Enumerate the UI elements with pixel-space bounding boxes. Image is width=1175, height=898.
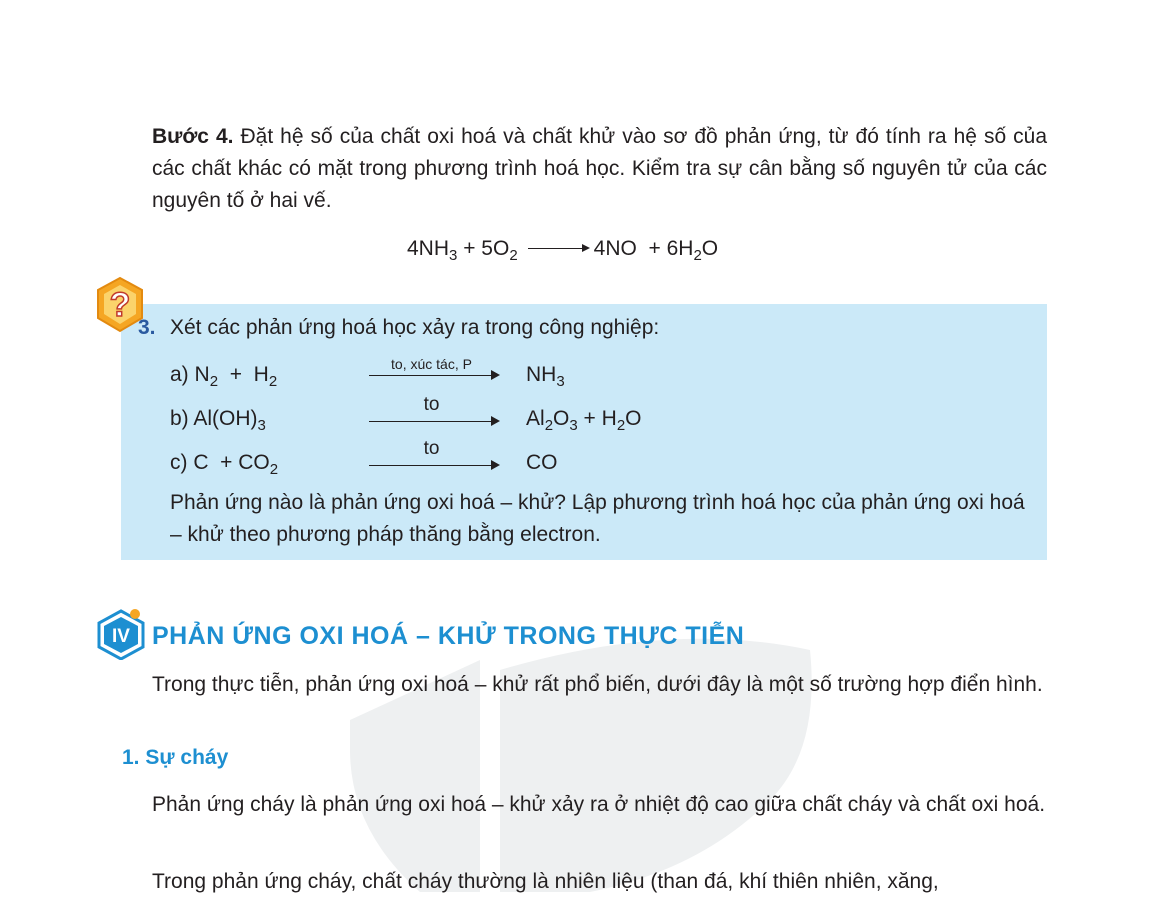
rx-text: c) C + CO	[170, 451, 270, 474]
reaction-c-arrow	[369, 438, 500, 476]
rx-sub: 2	[616, 417, 626, 435]
rx-sub: 3	[556, 373, 565, 391]
rx-text: CO	[526, 451, 558, 474]
eq-product-end: O	[701, 237, 719, 260]
reaction-a-products	[526, 363, 565, 390]
subsection-heading: 1. Sự cháy	[122, 746, 229, 769]
eq-reactant1: 4NH	[407, 237, 450, 260]
reaction-c-reactants	[170, 451, 278, 478]
rx-text: Al	[526, 407, 545, 430]
rx-text: O	[625, 407, 642, 430]
question-title: Xét các phản ứng hoá học xảy ra trong công nghiệp:	[170, 316, 660, 339]
reaction-condition: to	[423, 438, 440, 459]
reaction-condition: to, xúc tác, P	[391, 356, 472, 372]
arrow-head-icon	[491, 416, 500, 426]
eq-sub: 2	[693, 247, 702, 265]
combustion-paragraph-2: Trong phản ứng cháy, chất cháy thường là nhiên liệu (than đá, khí thiên nhiên, xăng,	[152, 870, 939, 893]
arrow-head-icon	[491, 460, 500, 470]
eq-products: 4NO + 6H	[593, 237, 694, 260]
rx-sub: 2	[268, 373, 278, 391]
rx-sub: 3	[569, 417, 578, 435]
reaction-b-reactants	[170, 407, 266, 434]
rx-sub: 3	[257, 417, 266, 435]
step4-text: Đặt hệ số của chất oxi hoá và chất khử vào sơ đồ phản ứng, từ đó tính ra hệ số của các chất khác có mặt trong phương trình hoá học. Kiểm tra sự cân bằng số nguyên tử của các nguyên tố ở hai vế.	[152, 125, 1047, 212]
rx-text: + H	[577, 407, 617, 430]
section-intro: Trong thực tiễn, phản ứng oxi hoá – khử rất phổ biến, dưới đây là một số trường hợp điển hình.	[152, 673, 1043, 696]
eq-reactant2: + 5O	[457, 237, 510, 260]
question-number: 3.	[138, 316, 156, 339]
rx-text: + H	[218, 363, 269, 386]
rx-text: a) N	[170, 363, 210, 386]
eq-sub: 2	[509, 247, 518, 265]
reaction-b-products	[526, 407, 642, 434]
reaction-a-arrow	[369, 356, 500, 386]
section-title: PHẢN ỨNG OXI HOÁ – KHỬ TRONG THỰC TIỄN	[152, 622, 745, 650]
reaction-c-products	[526, 451, 558, 475]
reaction-condition: to	[423, 394, 440, 415]
svg-text:?: ?	[109, 286, 131, 324]
reaction-arrow-icon	[528, 244, 590, 254]
step4-label: Bước 4.	[152, 125, 234, 148]
rx-sub: 2	[269, 461, 279, 479]
reaction-b-arrow	[369, 394, 500, 432]
step4-paragraph	[152, 121, 1047, 217]
combustion-paragraph-1: Phản ứng cháy là phản ứng oxi hoá – khử xảy ra ở nhiệt độ cao giữa chất cháy và chất oxi hoá.	[152, 793, 1046, 816]
balanced-equation	[407, 237, 718, 264]
rx-text: O	[553, 407, 570, 430]
arrow-head-icon	[491, 370, 500, 380]
reaction-a-reactants	[170, 363, 277, 390]
section-badge-text: IV	[112, 626, 130, 647]
rx-text: NH	[526, 363, 557, 386]
rx-sub: 2	[209, 373, 219, 391]
question-text: Phản ứng nào là phản ứng oxi hoá – khử? Lập phương trình hoá học của phản ứng oxi hoá – khử theo phương pháp thăng bằng electron.	[170, 491, 1025, 546]
rx-sub: 2	[544, 417, 554, 435]
rx-text: b) Al(OH)	[170, 407, 258, 430]
eq-sub: 3	[449, 247, 458, 265]
roman-numeral-badge-icon	[95, 608, 147, 660]
